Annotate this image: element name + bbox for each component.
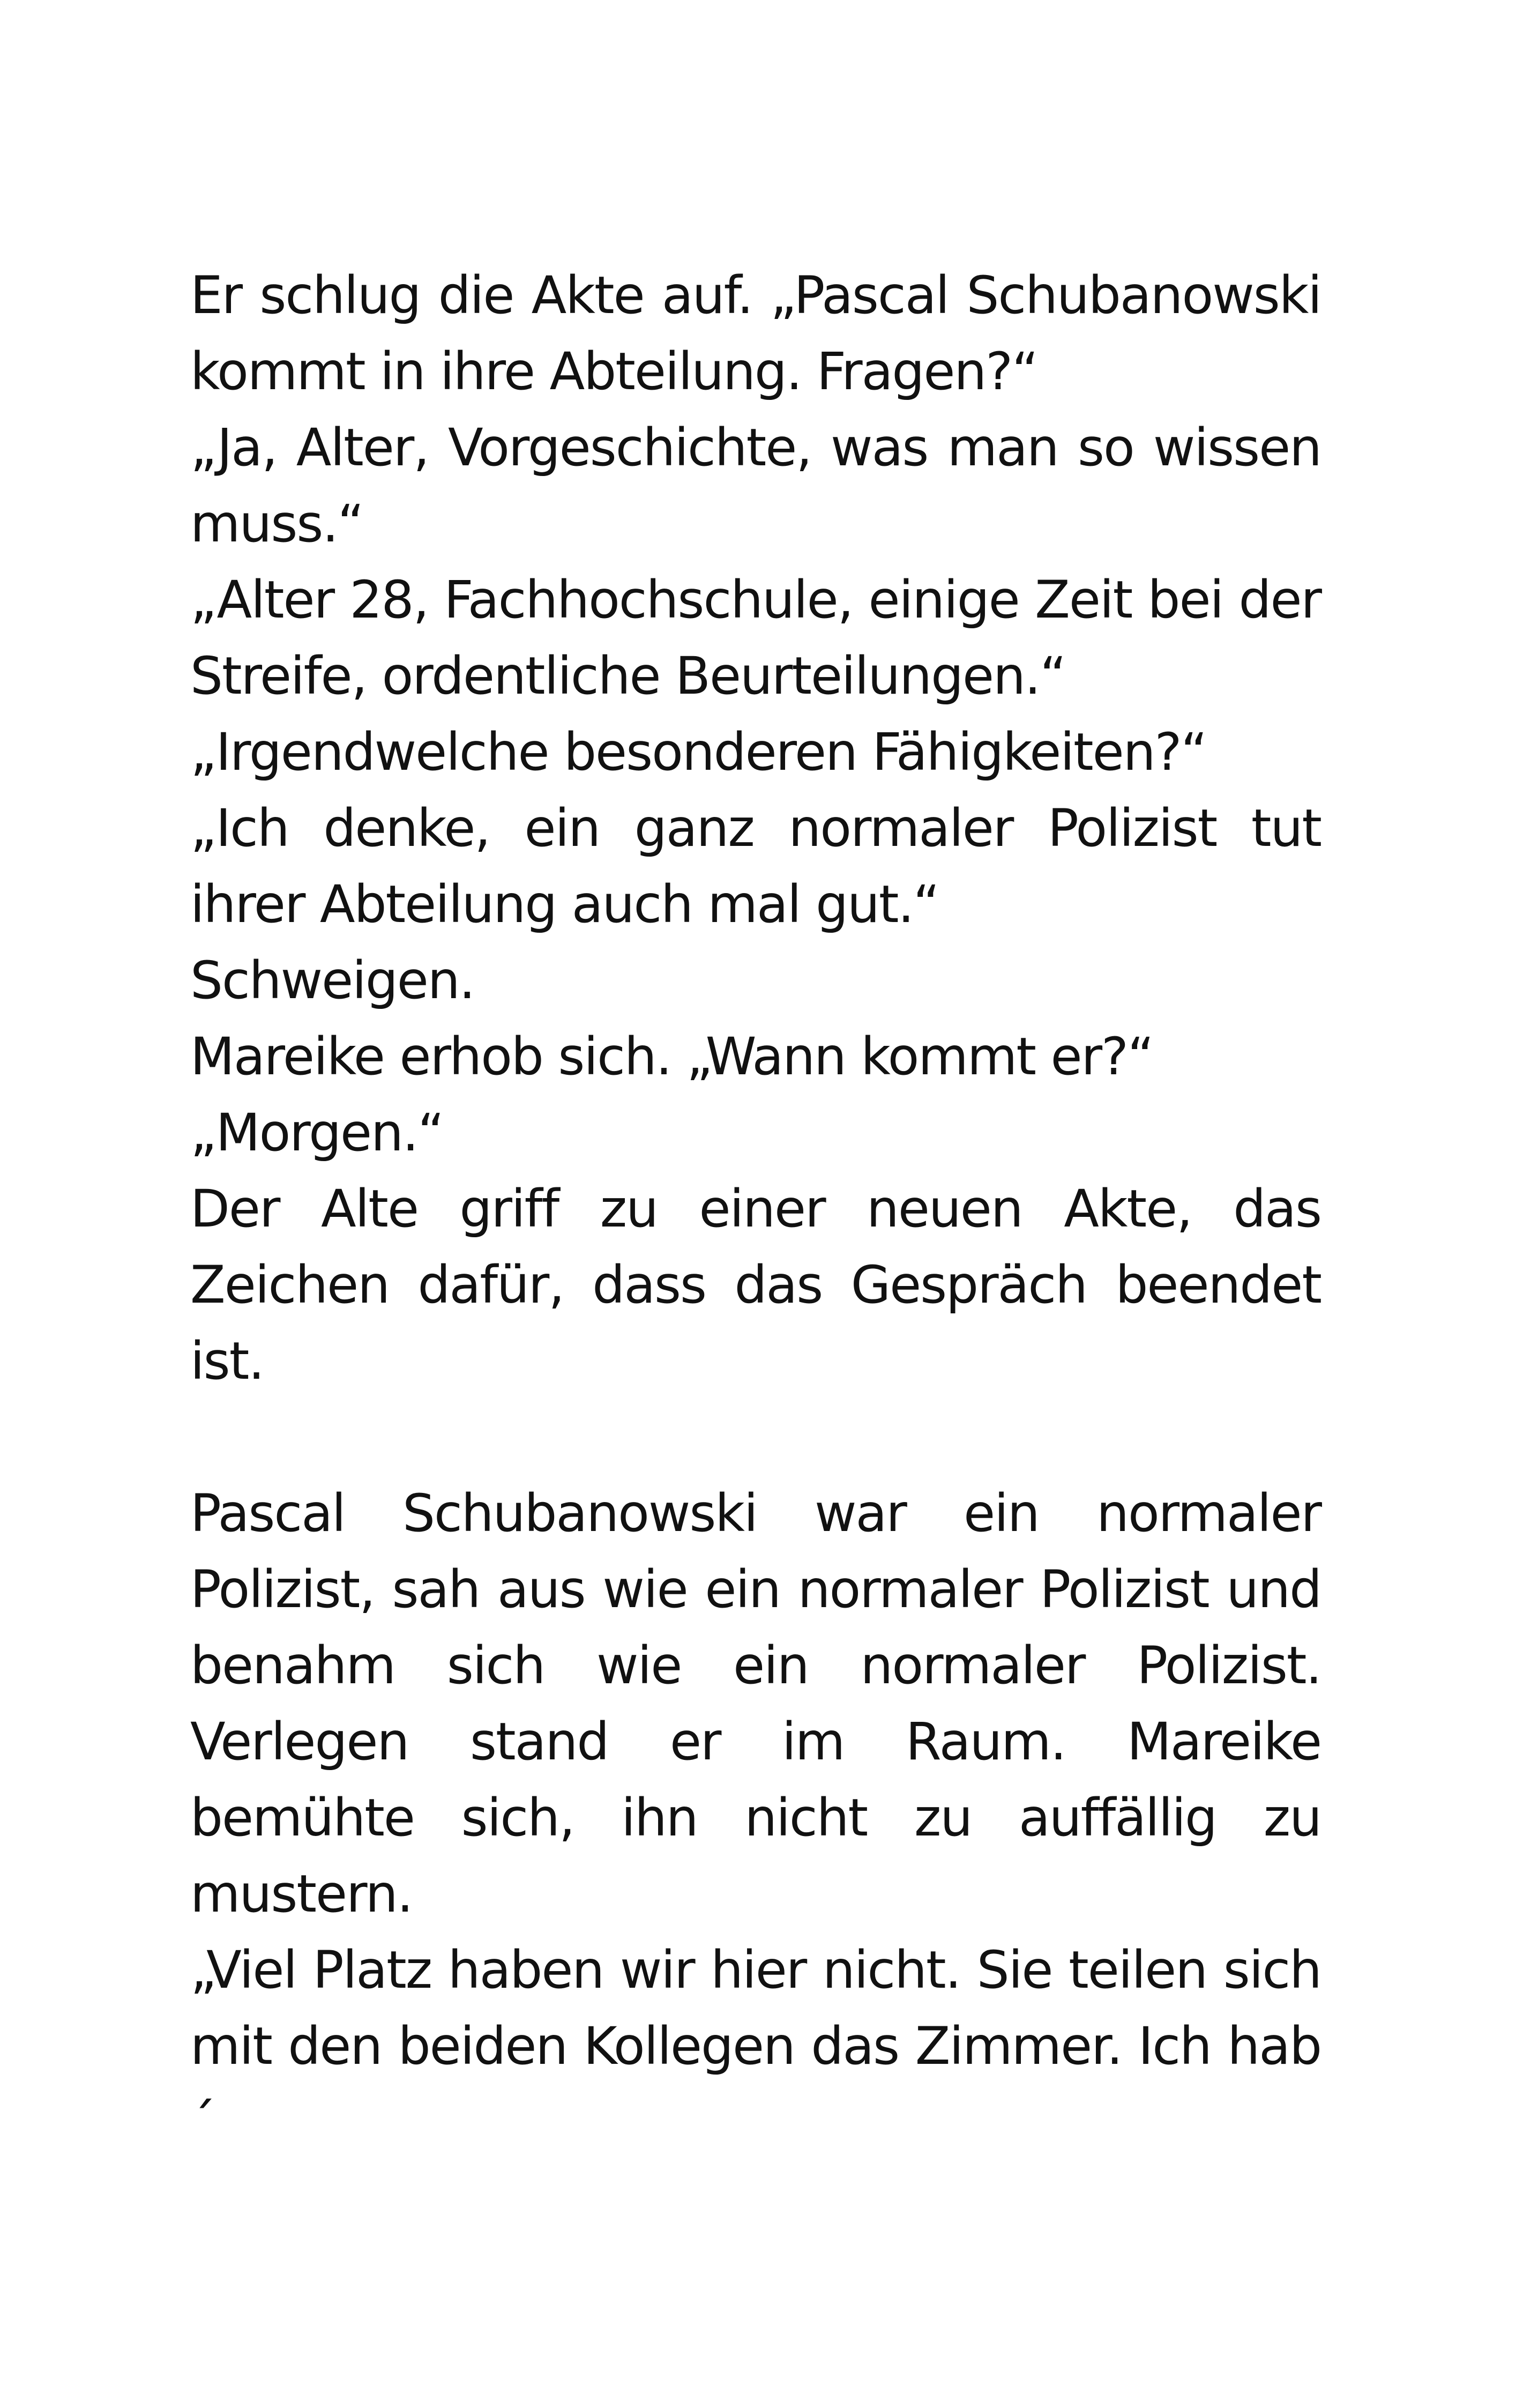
paragraph: „Ich denke, ein ganz normaler Polizist tut ihrer Abteilung auch mal gut.“: [190, 798, 1321, 934]
paragraph: „Alter 28, Fachhochschule, einige Zeit bei der Streife, ordentliche Beurteilungen.“: [190, 570, 1321, 706]
paragraph: „Viel Platz haben wir hier nicht. Sie teilen sich mit den beiden Kollegen das Zimmer. Ich hab´: [190, 1940, 1321, 2152]
section-break: [190, 1399, 1321, 1475]
paragraph: Pascal Schubanowski war ein normaler Polizist, sah aus wie ein normaler Polizist und benahm sich wie ein normaler Polizist. Verlegen stand er im Raum. Mareike bemühte sich, ihn nicht zu auffällig zu mustern.: [190, 1483, 1321, 1924]
paragraph: „Ja, Alter, Vorgeschichte, was man so wissen muss.“: [190, 418, 1321, 554]
paragraph: Der Alte griff zu einer neuen Akte, das Zeichen dafür, dass das Gespräch beendet ist.: [190, 1179, 1321, 1391]
paragraph: „Morgen.“: [190, 1103, 444, 1163]
paragraph: Er schlug die Akte auf. „Pascal Schubanowski kommt in ihre Abteilung. Fragen?“: [190, 265, 1321, 402]
paragraph: Schweigen.: [190, 950, 475, 1010]
paragraph: Mareike erhob sich. „Wann kommt er?“: [190, 1027, 1153, 1087]
paragraph: „Irgendwelche besonderen Fähigkeiten?“: [190, 722, 1207, 782]
body-text: [190, 257, 1321, 2160]
